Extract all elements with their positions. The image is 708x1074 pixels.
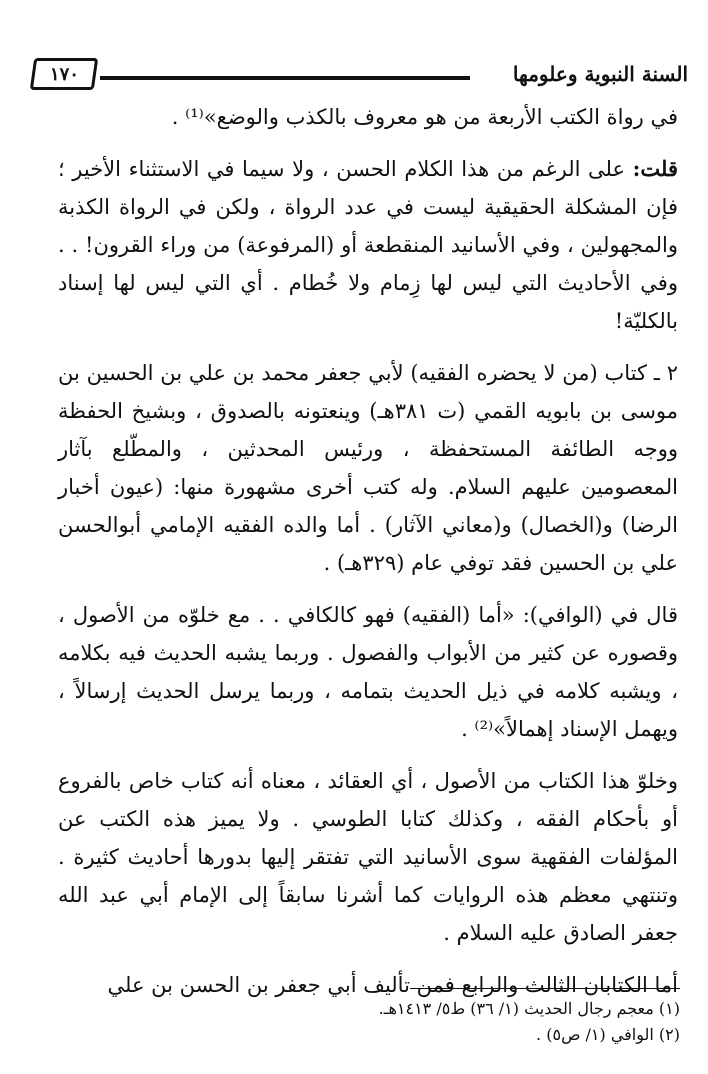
paragraph: [58, 150, 678, 340]
footnote: (٢) الوافي (١/ ص٥) .: [536, 1025, 680, 1044]
footnotes: [40, 996, 680, 1048]
page-header: [20, 56, 688, 96]
paragraph-lead: قلت:: [632, 156, 678, 181]
paragraph-text: قال في (الوافي): «أما (الفقيه) فهو كالكافي . . مع خلوّه من الأصول ، وقصوره عن كثير من الأبواب والفصول . وربما يشبه الحديث فيه بكلامه ، ويشبه كلامه في ذيل الحديث بتمامه ، وربما يرسل الحديث إرسالاً ، ويهمل الإسناد إهمالاً»⁽²⁾ .: [58, 603, 678, 741]
body-text: [58, 98, 678, 1018]
paragraph-text: في رواة الكتب الأربعة من هو معروف بالكذب والوضع»⁽¹⁾ .: [171, 105, 678, 129]
paragraph: [58, 354, 678, 582]
page-number: ١٧٠: [49, 63, 79, 85]
paragraph: [58, 98, 678, 136]
page-number-badge: [30, 58, 98, 90]
header-rule: [100, 76, 470, 80]
paragraph-text: ٢ ـ كتاب (من لا يحضره الفقيه) لأبي جعفر محمد بن علي بن الحسين بن موسى بن بابويه القمي (ت ٣٨١هـ) وينعتونه بالصدوق ، وبشيخ الحفظة ووجه الطائفة المستحفظة ، ورئيس المحدثين ، والمطّلع بآثار المعصومين عليهم السلام. وله كتب أخرى مشهورة منها: (عيون أخبار الرضا) و(الخصال) و(معاني الآثار) . أما والده الفقيه الإمامي أبوالحسن علي بن الحسين فقد توفي عام (٣٢٩هـ) .: [58, 361, 679, 575]
paragraph: [58, 762, 678, 952]
paragraph: [58, 596, 678, 748]
footnote-divider: [410, 988, 680, 989]
running-title: السنة النبوية وعلومها: [512, 62, 688, 86]
paragraph-text: وخلوّ هذا الكتاب من الأصول ، أي العقائد ، معناه أنه كتاب خاص بالفروع أو بأحكام الفقه ، وكذلك كتابا الطوسي . ولا يميز هذه الكتب عن المؤلفات الفقهية سوى الأسانيد التي تفتقر إليها بدورها أحاديث كثيرة . وتنتهي معظم هذه الروايات كما أشرنا سابقاً إلى الإمام أبي عبد الله جعفر الصادق عليه السلام .: [58, 769, 678, 945]
footnote: (١) معجم رجال الحديث (١/ ٣٦) ط٥/ ١٤١٣هـ.: [378, 999, 680, 1018]
paragraph-text: على الرغم من هذا الكلام الحسن ، ولا سيما في الاستثناء الأخير ؛ فإن المشكلة الحقيقية ليست في عدد الرواة ، ولكن في الرواة الكذبة والمجهولين ، وفي الأسانيد المنقطعة أو (المرفوعة) من وراء القرون! . . وفي الأحاديث التي ليس لها زِمام ولا خُطام . أي التي ليس لها إسناد بالكليّة!: [58, 157, 678, 333]
paragraph-text: أما الكتابان الثالث والرابع فمن تأليف أبي جعفر بن الحسن بن علي: [107, 973, 678, 997]
